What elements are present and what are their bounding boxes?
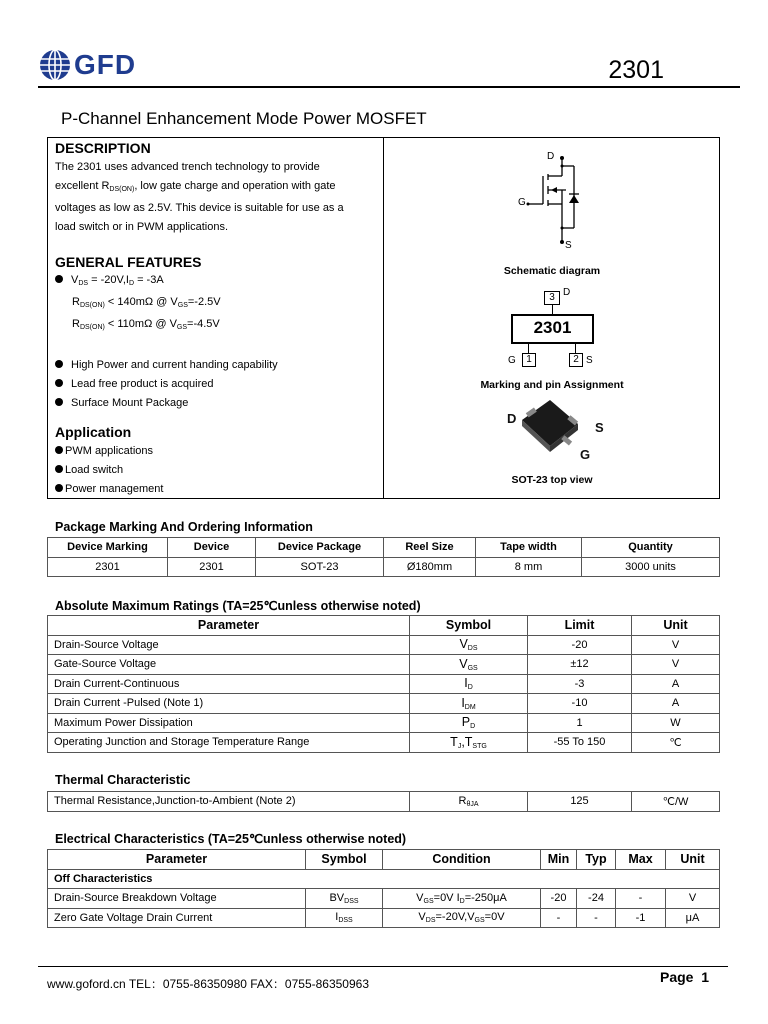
pin-3-lead	[552, 305, 553, 314]
features-list	[55, 271, 380, 413]
abs-max-title: Absolute Maximum Ratings (TA=25℃unless otherwise noted)	[55, 599, 421, 613]
package-label-g: G	[580, 447, 591, 462]
pin-2-lead	[575, 344, 576, 353]
schematic-caption: Schematic diagram	[503, 265, 601, 277]
marking-label-s: S	[586, 355, 593, 366]
pin-3: 3	[544, 291, 560, 305]
col-header: Unit	[632, 616, 720, 636]
table-row: Drain Current-Continuous $I_D$ -3 A	[48, 674, 720, 694]
table-row	[48, 557, 720, 577]
application-item: Power management	[55, 480, 380, 499]
table-row: Maximum Power Dissipation $P_D$ 1 W	[48, 713, 720, 733]
marking-caption: Marking and pin Assignment	[480, 379, 624, 391]
col-header: Parameter	[48, 616, 410, 636]
table-row: Thermal Resistance,Junction-to-Ambient (Note 2) $R_{\theta JA}$ 125 ℃/W	[48, 792, 720, 812]
bullet-icon	[55, 379, 63, 387]
thermal-table	[47, 791, 720, 812]
col-header: Device Package	[256, 538, 384, 558]
table-header-row	[48, 850, 720, 870]
col-header: Symbol	[306, 850, 383, 870]
bullet-icon	[55, 465, 63, 473]
bullet-icon	[55, 360, 63, 368]
feature-rds-45: $R_{DS(ON)} < 110m\Omega$ @ $V_{GS}=-4.5V$	[72, 318, 220, 331]
description-divider	[383, 137, 384, 499]
bullet-icon	[55, 446, 63, 454]
col-header: Limit	[528, 616, 632, 636]
col-header: Parameter	[48, 850, 306, 870]
table-row: Drain-Source Breakdown Voltage $BV_{DSS}$ $V_{GS}=0V$ $I_D=-250\mu A$ -20 -24 - V	[48, 889, 720, 909]
subtitle-channel: P-Channel	[61, 109, 142, 128]
feature-vds: $V_{DS} = -20V,I_D = -3A$	[55, 271, 380, 293]
col-header: Min	[541, 850, 577, 870]
application-list	[55, 442, 380, 499]
marking-label-g: G	[508, 355, 516, 366]
description-line-4: load switch or in PWM applications.	[55, 221, 229, 233]
schematic-label-d: D	[547, 151, 555, 162]
table-row: Operating Junction and Storage Temperature Range $T_J,T_{STG}$ -55 To 150 ℃	[48, 733, 720, 753]
company-logo	[38, 48, 136, 82]
table-header-row	[48, 616, 720, 636]
col-header: Reel Size	[384, 538, 476, 558]
marking-label-d: D	[563, 287, 571, 298]
feature-rds-25: $R_{DS(ON)} < 140m\Omega$ @ $V_{GS}=-2.5V$	[72, 296, 221, 309]
abs-max-table	[47, 615, 720, 753]
globe-icon	[38, 48, 72, 82]
col-header: Tape width	[476, 538, 582, 558]
package-label-s: S	[595, 420, 604, 435]
table-cell: Ø180mm	[384, 557, 476, 577]
col-header: Typ	[577, 850, 616, 870]
feature-item: Lead free product is acquired	[55, 375, 380, 394]
section-label: Off Characteristics	[48, 869, 720, 889]
col-header: Condition	[383, 850, 541, 870]
bullet-icon	[55, 484, 63, 492]
thermal-title: Thermal Characteristic	[55, 773, 191, 787]
table-row: Zero Gate Voltage Drain Current $I_{DSS}$ $V_{DS}=-20V,V_{GS}=0V$ - - -1 μA	[48, 908, 720, 928]
col-header: Unit	[666, 850, 720, 870]
col-header: Device	[168, 538, 256, 558]
page-subtitle	[61, 109, 427, 129]
schematic-label-g: G	[518, 197, 526, 208]
table-cell: SOT-23	[256, 557, 384, 577]
table-row: Drain Current -Pulsed (Note 1) $I_{DM}$ -10 A	[48, 694, 720, 714]
table-cell: 8 mm	[476, 557, 582, 577]
col-header: Symbol	[410, 616, 528, 636]
table-row: Drain-Source Voltage $V_{DS}$ -20 V	[48, 635, 720, 655]
description-line-3: voltages as low as 2.5V. This device is suitable for use as a	[55, 202, 344, 214]
table-header-row	[48, 538, 720, 558]
header-rule	[38, 86, 740, 88]
footer-contact: www.goford.cn TEL：0755-86350980 FAX：0755-86350963	[47, 977, 370, 991]
bullet-icon	[55, 275, 63, 283]
application-heading: Application	[55, 424, 132, 440]
footer-rule	[38, 966, 728, 967]
feature-item: Surface Mount Package	[55, 394, 380, 413]
application-item: Load switch	[55, 461, 380, 480]
part-number: 2301	[608, 56, 664, 84]
table-section-row	[48, 869, 720, 889]
bullet-icon	[55, 398, 63, 406]
application-item: PWM applications	[55, 442, 380, 461]
marking-text: 2301	[533, 318, 572, 337]
schematic-label-s: S	[565, 240, 572, 251]
subtitle-mode: Enhancement Mode Power MOSFET	[146, 109, 427, 128]
description-heading: DESCRIPTION	[55, 140, 151, 156]
pin-1-lead	[528, 344, 529, 353]
package-caption: SOT-23 top view	[511, 474, 593, 486]
table-cell: 2301	[48, 557, 168, 577]
col-header: Quantity	[582, 538, 720, 558]
electrical-title: Electrical Characteristics (TA=25℃unless otherwise noted)	[55, 832, 407, 846]
features-heading: GENERAL FEATURES	[55, 254, 202, 270]
col-header: Device Marking	[48, 538, 168, 558]
feature-item: High Power and current handing capability	[55, 356, 380, 375]
page-number: Page 1	[660, 969, 710, 985]
ordering-title: Package Marking And Ordering Information	[55, 520, 313, 534]
description-line-2: excellent $R_{DS(ON)}$, low gate charge and operation with gate	[55, 180, 336, 193]
pin-1: 1	[522, 353, 536, 367]
logo-text: GFD	[74, 49, 137, 80]
table-row: Gate-Source Voltage $V_{GS}$ ±12 V	[48, 655, 720, 675]
ordering-table	[47, 537, 720, 577]
col-header: Max	[616, 850, 666, 870]
package-label-d: D	[507, 411, 517, 426]
table-cell: 2301	[168, 557, 256, 577]
description-line-1: The 2301 uses advanced trench technology to provide	[55, 161, 320, 173]
electrical-table	[47, 849, 720, 928]
description-text	[55, 158, 380, 237]
table-cell: 3000 units	[582, 557, 720, 577]
pin-2: 2	[569, 353, 583, 367]
